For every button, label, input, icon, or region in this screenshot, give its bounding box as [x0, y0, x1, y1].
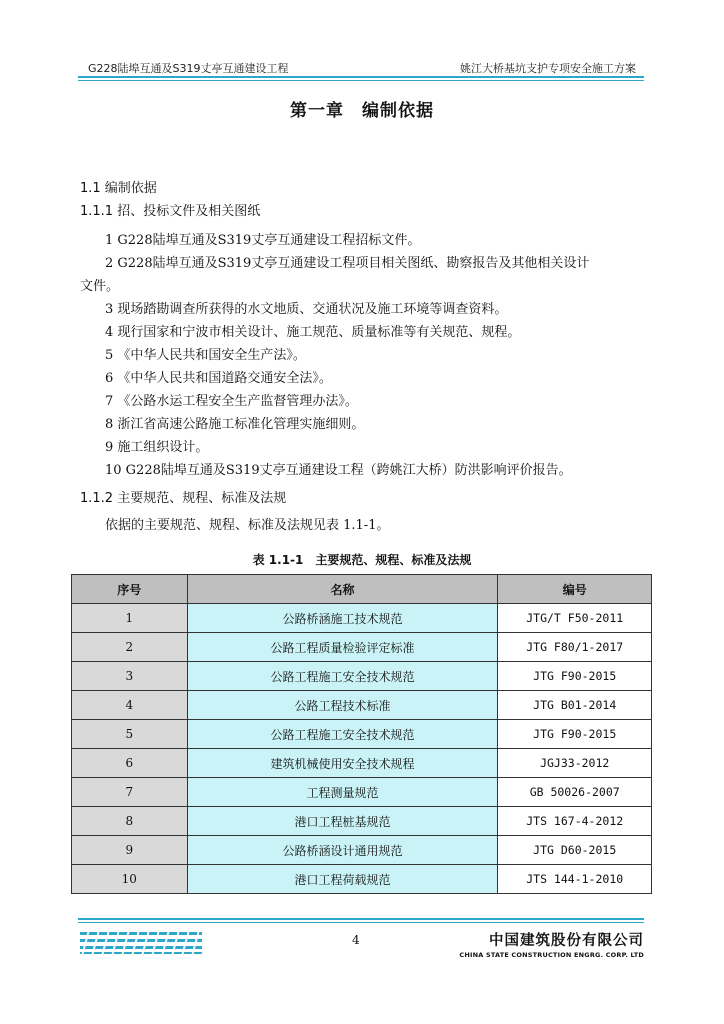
footer-rule-thin	[78, 922, 644, 923]
table-row	[72, 749, 652, 778]
cell-index: 5	[72, 720, 188, 749]
chapter-title: 第一章 编制依据	[290, 101, 434, 121]
header-project-title: G228陆埠互通及S319丈亭互通建设工程	[88, 62, 289, 75]
list-item: 7 《公路水运工程安全生产监督管理办法》。	[105, 394, 358, 409]
company-logo	[459, 929, 644, 959]
table-row	[72, 807, 652, 836]
table-row	[72, 604, 652, 633]
cell-index: 10	[72, 865, 188, 894]
cell-name: 公路桥涵施工技术规范	[187, 604, 498, 633]
list-item: 3 现场踏勘调查所获得的水文地质、交通状况及施工环境等调查资料。	[105, 302, 508, 317]
table-row	[72, 778, 652, 807]
list-item: 9 施工组织设计。	[105, 440, 209, 455]
cell-name: 公路工程施工安全技术规范	[187, 662, 498, 691]
cell-name: 公路桥涵设计通用规范	[187, 836, 498, 865]
cell-index: 6	[72, 749, 188, 778]
cell-name: 港口工程荷载规范	[187, 865, 498, 894]
list-item-continuation: 文件。	[80, 279, 120, 294]
header-rule	[78, 76, 644, 78]
cell-code: JTS 167-4-2012	[498, 807, 652, 836]
cell-index: 7	[72, 778, 188, 807]
cell-code: JGJ33-2012	[498, 749, 652, 778]
standards-table	[71, 574, 652, 894]
logo-pattern-icon	[80, 930, 202, 956]
company-name-cn: 中国建筑股份有限公司	[489, 933, 644, 949]
cell-code: JTG F90-2015	[498, 720, 652, 749]
cell-code: JTG B01-2014	[498, 691, 652, 720]
cell-name: 工程测量规范	[187, 778, 498, 807]
column-header-code: 编号	[498, 575, 652, 604]
list-item: 4 现行国家和宁波市相关设计、施工规范、质量标准等有关规范、规程。	[105, 325, 521, 340]
header-rule-thin	[78, 80, 644, 81]
cell-name: 公路工程质量检验评定标准	[187, 633, 498, 662]
table-intro: 依据的主要规范、规程、标准及法规见表 1.1-1。	[105, 518, 390, 533]
table-row	[72, 836, 652, 865]
section-heading-1-1-2: 1.1.2 主要规范、规程、标准及法规	[80, 491, 287, 506]
section-heading-1-1-1: 1.1.1 招、投标文件及相关图纸	[80, 204, 261, 219]
cell-name: 公路工程技术标准	[187, 691, 498, 720]
cell-code: JTG F80/1-2017	[498, 633, 652, 662]
cell-name: 建筑机械使用安全技术规程	[187, 749, 498, 778]
column-header-name: 名称	[187, 575, 498, 604]
table-row	[72, 691, 652, 720]
column-header-index: 序号	[72, 575, 188, 604]
page-number: 4	[352, 933, 360, 947]
list-item: 6 《中华人民共和国道路交通安全法》。	[105, 371, 332, 386]
table-row	[72, 633, 652, 662]
list-item: 8 浙江省高速公路施工标准化管理实施细则。	[105, 417, 365, 432]
cell-index: 1	[72, 604, 188, 633]
cell-index: 8	[72, 807, 188, 836]
cell-index: 9	[72, 836, 188, 865]
company-name-en: CHINA STATE CONSTRUCTION ENGRG. CORP. LTD	[459, 951, 644, 959]
cell-code: JTG D60-2015	[498, 836, 652, 865]
footer-rule	[78, 918, 644, 920]
cell-index: 3	[72, 662, 188, 691]
table-row	[72, 720, 652, 749]
list-item: 5 《中华人民共和国安全生产法》。	[105, 348, 306, 363]
cell-name: 港口工程桩基规范	[187, 807, 498, 836]
list-item: 10 G228陆埠互通及S319丈亭互通建设工程（跨姚江大桥）防洪影响评价报告。	[105, 463, 572, 478]
header-document-title: 姚江大桥基坑支护专项安全施工方案	[460, 62, 636, 75]
cell-code: GB 50026-2007	[498, 778, 652, 807]
table-caption: 表 1.1-1 主要规范、规程、标准及法规	[252, 553, 472, 567]
table-row	[72, 865, 652, 894]
table-row	[72, 662, 652, 691]
cell-code: JTG F90-2015	[498, 662, 652, 691]
list-item: 1 G228陆埠互通及S319丈亭互通建设工程招标文件。	[105, 233, 421, 248]
cell-name: 公路工程施工安全技术规范	[187, 720, 498, 749]
page-header	[78, 58, 644, 78]
cell-index: 2	[72, 633, 188, 662]
table-header-row	[72, 575, 652, 604]
section-heading-1-1: 1.1 编制依据	[80, 181, 157, 196]
list-item: 2 G228陆埠互通及S319丈亭互通建设工程项目相关图纸、勘察报告及其他相关设计	[105, 256, 590, 271]
cell-code: JTG/T F50-2011	[498, 604, 652, 633]
cell-index: 4	[72, 691, 188, 720]
cell-code: JTS 144-1-2010	[498, 865, 652, 894]
